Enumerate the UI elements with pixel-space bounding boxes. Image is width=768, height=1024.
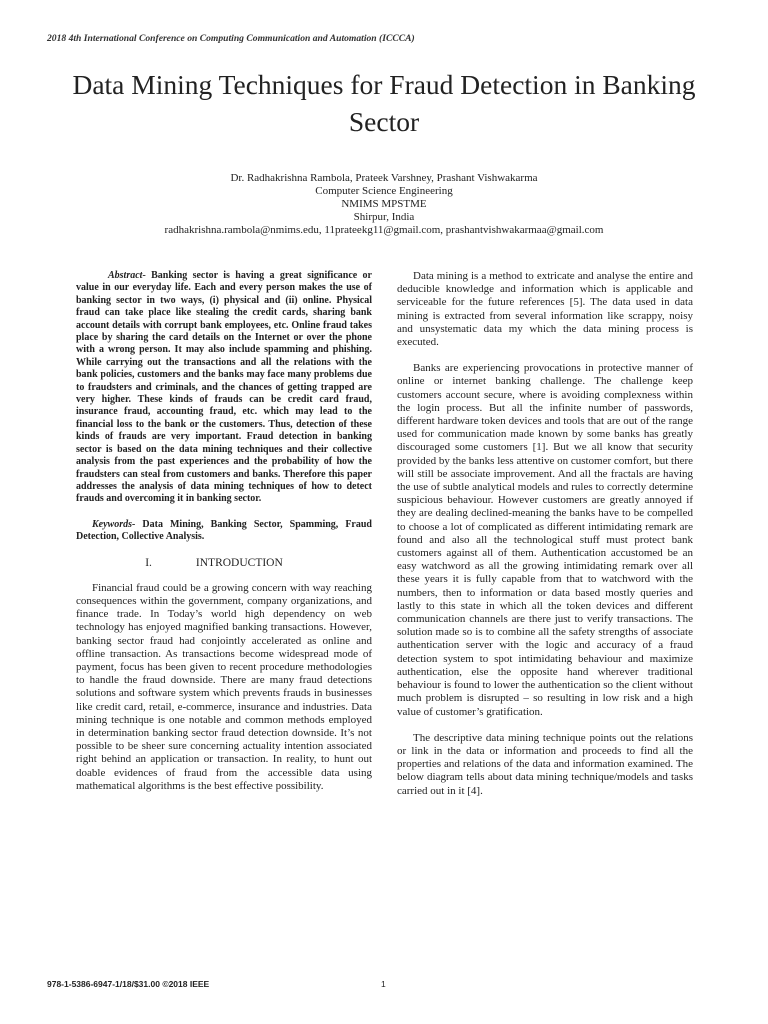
- author-institute: NMIMS MPSTME: [341, 198, 427, 210]
- section-title: INTRODUCTION: [195, 556, 283, 569]
- author-department: Computer Science Engineering: [315, 185, 453, 197]
- author-names: Dr. Radhakrishna Rambola, Prateek Varshney, Prashant Vishwakarma: [230, 172, 538, 184]
- author-emails: radhakrishna.rambola@nmims.edu, 11prateekg11@gmail.com, prashantvishwakarmaa@gmail.com: [164, 224, 604, 236]
- paragraph: Data mining is a method to extricate and analyse the entire and deducible knowledge and information which is applicable and serviceable for the future references [5]. The data used in data mining is extracted from several information like scrappy, noisy and unsystematic data my which the data mining process is executed.: [397, 270, 693, 349]
- conference-header: 2018 4th International Conference on Computing Communication and Automation (ICCCA): [47, 33, 415, 44]
- author-block: [80, 172, 688, 237]
- keywords-text: Data Mining, Banking Sector, Spamming, Fraud Detection, Collective Analysis.: [76, 518, 372, 543]
- paper-title: Data Mining Techniques for Fraud Detection in Banking Sector: [72, 69, 696, 137]
- author-location: Shirpur, India: [353, 211, 415, 223]
- abstract: [76, 270, 372, 506]
- footer-isbn: 978-1-5386-6947-1/18/$31.00 ©2018 IEEE: [47, 979, 210, 989]
- page-number: 1: [381, 979, 386, 989]
- keywords-label: Keywords-: [92, 518, 136, 530]
- paragraph: Financial fraud could be a growing concern with way reaching consequences within the government, company organizations, and finance trade. In Today’s world high dependency on web technology has enjoyed magnified banking transactions. However, banking sector fraud had conjointly accelerated as online and offline transaction. As transactions become widespread mode of payment, focus has been given to recent procedure methodologies to handle the fraud downside. There are many fraud detections solutions and software system which prevents frauds in businesses like credit card, retail, e-commerce, insurance and industries. Data mining technique is one notable and common methods employed in determination banking sector fraud detection downside. It’s not possible to be sheer sure concerning actuality intention associated right behind an application or transaction. In reality, to hunt out doable evidences of fraud from the accessible data using mathematical algorithms is the best effective possibility.: [76, 581, 372, 792]
- left-column: [76, 270, 372, 806]
- section-heading: [56, 557, 372, 570]
- abstract-text: Banking sector is having a great significance or value in our everyday life. Each and every person makes the use of banking sector in two ways, (i) physical and (ii) online. Physical fraud can take place like stealing the credit cards, sharing bank account details with corrupt bank employees, etc. Online fraud takes place by sharing the card details on the Internet or over the phone with a wrong person. It may also include spamming and phishing. While carrying out the transactions and all the relations with the bank policies, customers and the banks may face many problems due to fraudsters and criminals, and the chances of getting trapped are very higher. These kinds of frauds can be credit card fraud, insurance fraud, accounting fraud, etc. which may lead to the financial loss to the bank or the customers. Thus, detection of these kinds of frauds are very important. Fraud detection in banking sector is based on the data mining techniques and their collective analysis from the past experiences and the probability of how the fraudsters can steal from customers and banks. Therefore this paper addresses the analysis of data mining techniques of how to detect frauds and overcoming it in banking sector.: [76, 270, 372, 505]
- section-number: I.: [145, 556, 152, 569]
- paragraph: The descriptive data mining technique points out the relations or link in the data or information and proceeds to find all the properties and relations of the data and information examined. The below diagram tells about data mining technique/models and tasks carried out in it [4].: [397, 731, 693, 797]
- paragraph: Banks are experiencing provocations in protective manner of online or internet banking challenge. The challenge keep customers account secure, where is avoiding complexness within the login process. But all the infinite number of passwords, different hardware token devices and tools that are out of the range used for communication made known by some banks has greatly discouraged some customers [1]. But we all know that security provided by the banks less attentive on customer comfort, but there will still be associate improvement. And all the fractals are having the use of subtle analytical models and rules to correctly determine suspicious behaviour. However customers are greatly annoyed if they are dealing declined-meaning the banks have to be compelled to choose a lot of complicated as different intimidating remark are found and also all the technological stuff must protect bank customers against all of them. Authentication accustomed be an easy watchword as all the growing intimidating remark over all these years it is fully capable from that to watchword with the numbers, then to information or data based mostly queries and lastly to this state in which all the token devices and different communication channels are there just to verify transactions. The solution made so is to combine all the safety strengths of associate authentication server with the logic and accuracy of a fraud detection system to spot intimidating behaviour and maximize authentication, else the opposite hand wherever traditional behaviour is found to lower the authentication so the client without much problem is disrupted – so resulting in low risk and a high value of customer’s gratification.: [397, 362, 694, 718]
- right-column: [397, 270, 693, 811]
- abstract-label: Abstract-: [108, 270, 146, 281]
- keywords: [76, 519, 372, 544]
